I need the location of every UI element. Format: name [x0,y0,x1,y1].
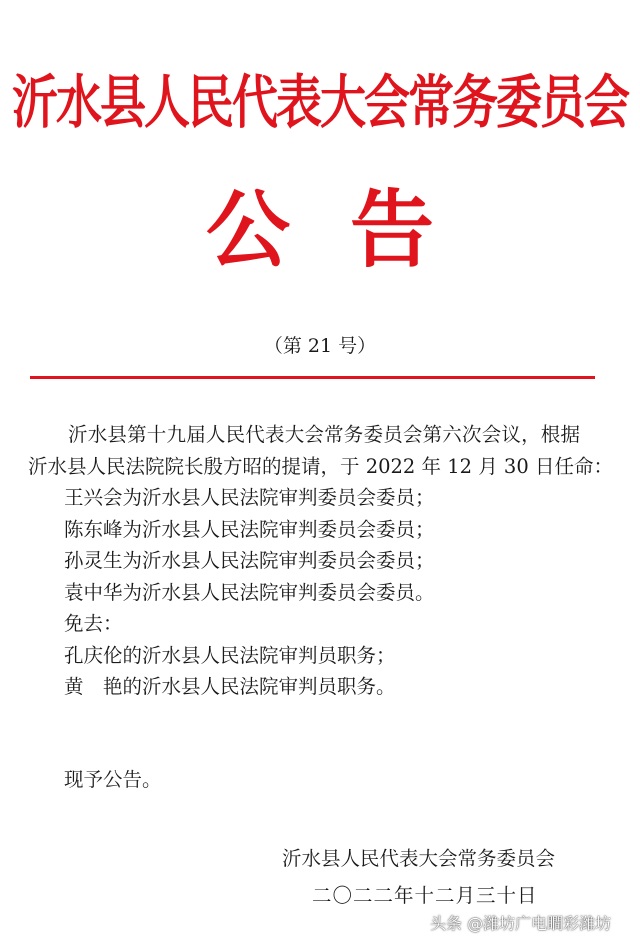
appointment-item: 王兴会为沂水县人民法院审判委员会委员； [64,486,435,509]
intro-line-2: 沂水县人民法院院长殷方昭的提请，于 2022 年 12 月 30 日任命： [28,454,613,478]
signature-date: 二〇二二年十二月三十日 [312,884,538,907]
closing-statement: 现予公告。 [64,768,162,791]
appointment-item: 孙灵生为沂水县人民法院审判委员会委员； [64,549,435,572]
removal-item: 孔庆伦的沂水县人民法院审判员职务； [64,643,396,667]
appointment-item: 陈东峰为沂水县人民法院审判委员会委员； [64,517,435,541]
document-number: （第 21 号） [263,335,377,357]
appointment-item: 袁中华为沂水县人民法院审判委员会委员。 [64,580,435,604]
announcement-body [28,419,616,703]
removal-item: 黄 艳的沂水县人民法院审判员职务。 [64,675,396,698]
watermark-text: 头条 @潍坊广电瞷彩潍坊 [430,914,612,933]
issuing-organization-header: 沂水县人民代表大会常务委员会 [12,68,628,136]
announcement-title: 公告 [205,180,494,279]
intro-line-1: 沂水县第十九届人民代表大会常务委员会第六次会议，根据 [68,423,581,446]
red-divider-line [30,376,595,379]
removal-label: 免去： [64,612,123,635]
signature-organization: 沂水县人民代表大会常务委员会 [282,847,556,870]
